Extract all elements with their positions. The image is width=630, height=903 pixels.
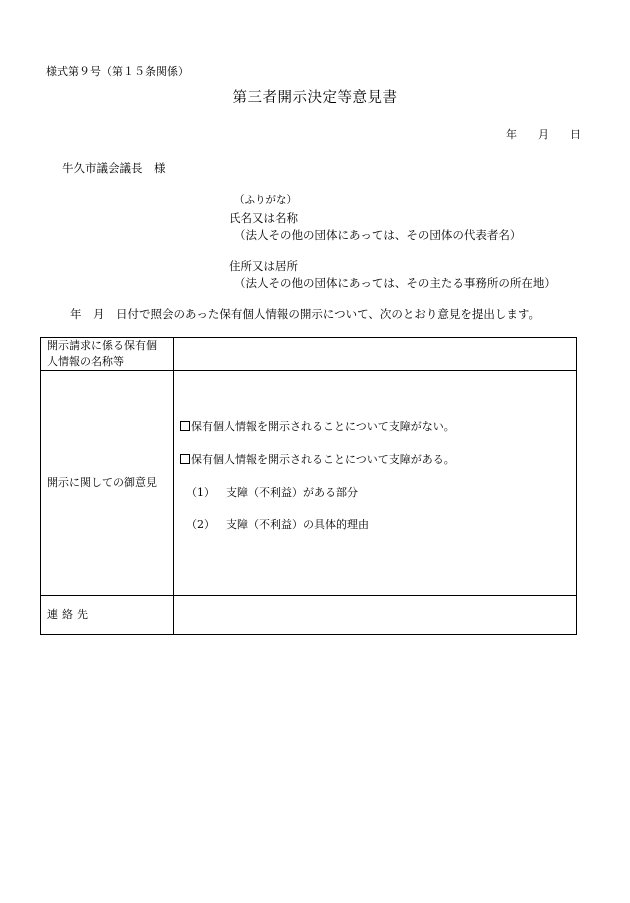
name-label: 氏名又は名称: [229, 211, 298, 225]
date-month-label: 月: [538, 128, 549, 141]
info-name-label-cell: [41, 338, 174, 371]
hindrance-part-label: 支障（不利益）がある部分: [226, 486, 358, 499]
table-row-opinion: [41, 371, 577, 596]
date-day-label: 日: [570, 128, 581, 141]
option-no-hindrance[interactable]: [180, 420, 455, 435]
option-no-hindrance-label: 保有個人情報を開示されることについて支障がない。: [191, 420, 455, 433]
info-name-input-cell[interactable]: [174, 338, 577, 371]
opinion-label-cell: [41, 371, 174, 596]
opinion-label: 開示に関しての御意見: [47, 475, 157, 489]
opinion-content-cell: [174, 371, 577, 596]
document-title: 第三者開示決定等意見書: [232, 90, 398, 106]
table-row-contact: [41, 596, 577, 635]
option-hindrance[interactable]: [180, 453, 455, 468]
date-year-label: 年: [506, 128, 517, 141]
checkbox-icon[interactable]: [180, 454, 190, 464]
form-number: 様式第９号（第１５条関係）: [46, 65, 189, 78]
item-number: （1）: [186, 486, 215, 499]
hindrance-reason-label: 支障（不利益）の具体的理由: [226, 518, 369, 531]
contact-label: 連絡先: [47, 607, 92, 621]
info-name-label-line2: 人情報の名称等: [47, 355, 124, 368]
checkbox-icon[interactable]: [180, 421, 190, 431]
item-number: （2）: [186, 518, 215, 531]
hindrance-part-item: [186, 486, 358, 501]
statement-text: 年 月 日付で照会のあった保有個人情報の開示について、次のとおり意見を提出します。: [70, 307, 540, 321]
name-note: （法人その他の団体にあっては、その団体の代表者名）: [234, 228, 522, 242]
option-hindrance-label: 保有個人情報を開示されることについて支障がある。: [191, 453, 455, 466]
table-row-info-name: [41, 338, 577, 371]
furigana-label: （ふりがな）: [234, 194, 297, 206]
info-name-label-line1: 開示請求に係る保有個: [47, 339, 157, 352]
address-label: 住所又は居所: [229, 259, 298, 273]
opinion-form-table: [40, 337, 577, 635]
contact-input-cell[interactable]: [174, 596, 577, 635]
addressee: 牛久市議会議長 様: [62, 161, 166, 175]
date-line: [506, 128, 581, 143]
contact-label-cell: [41, 596, 174, 635]
address-note: （法人その他の団体にあっては、その主たる事務所の所在地）: [234, 276, 556, 290]
hindrance-reason-item: [186, 518, 369, 533]
